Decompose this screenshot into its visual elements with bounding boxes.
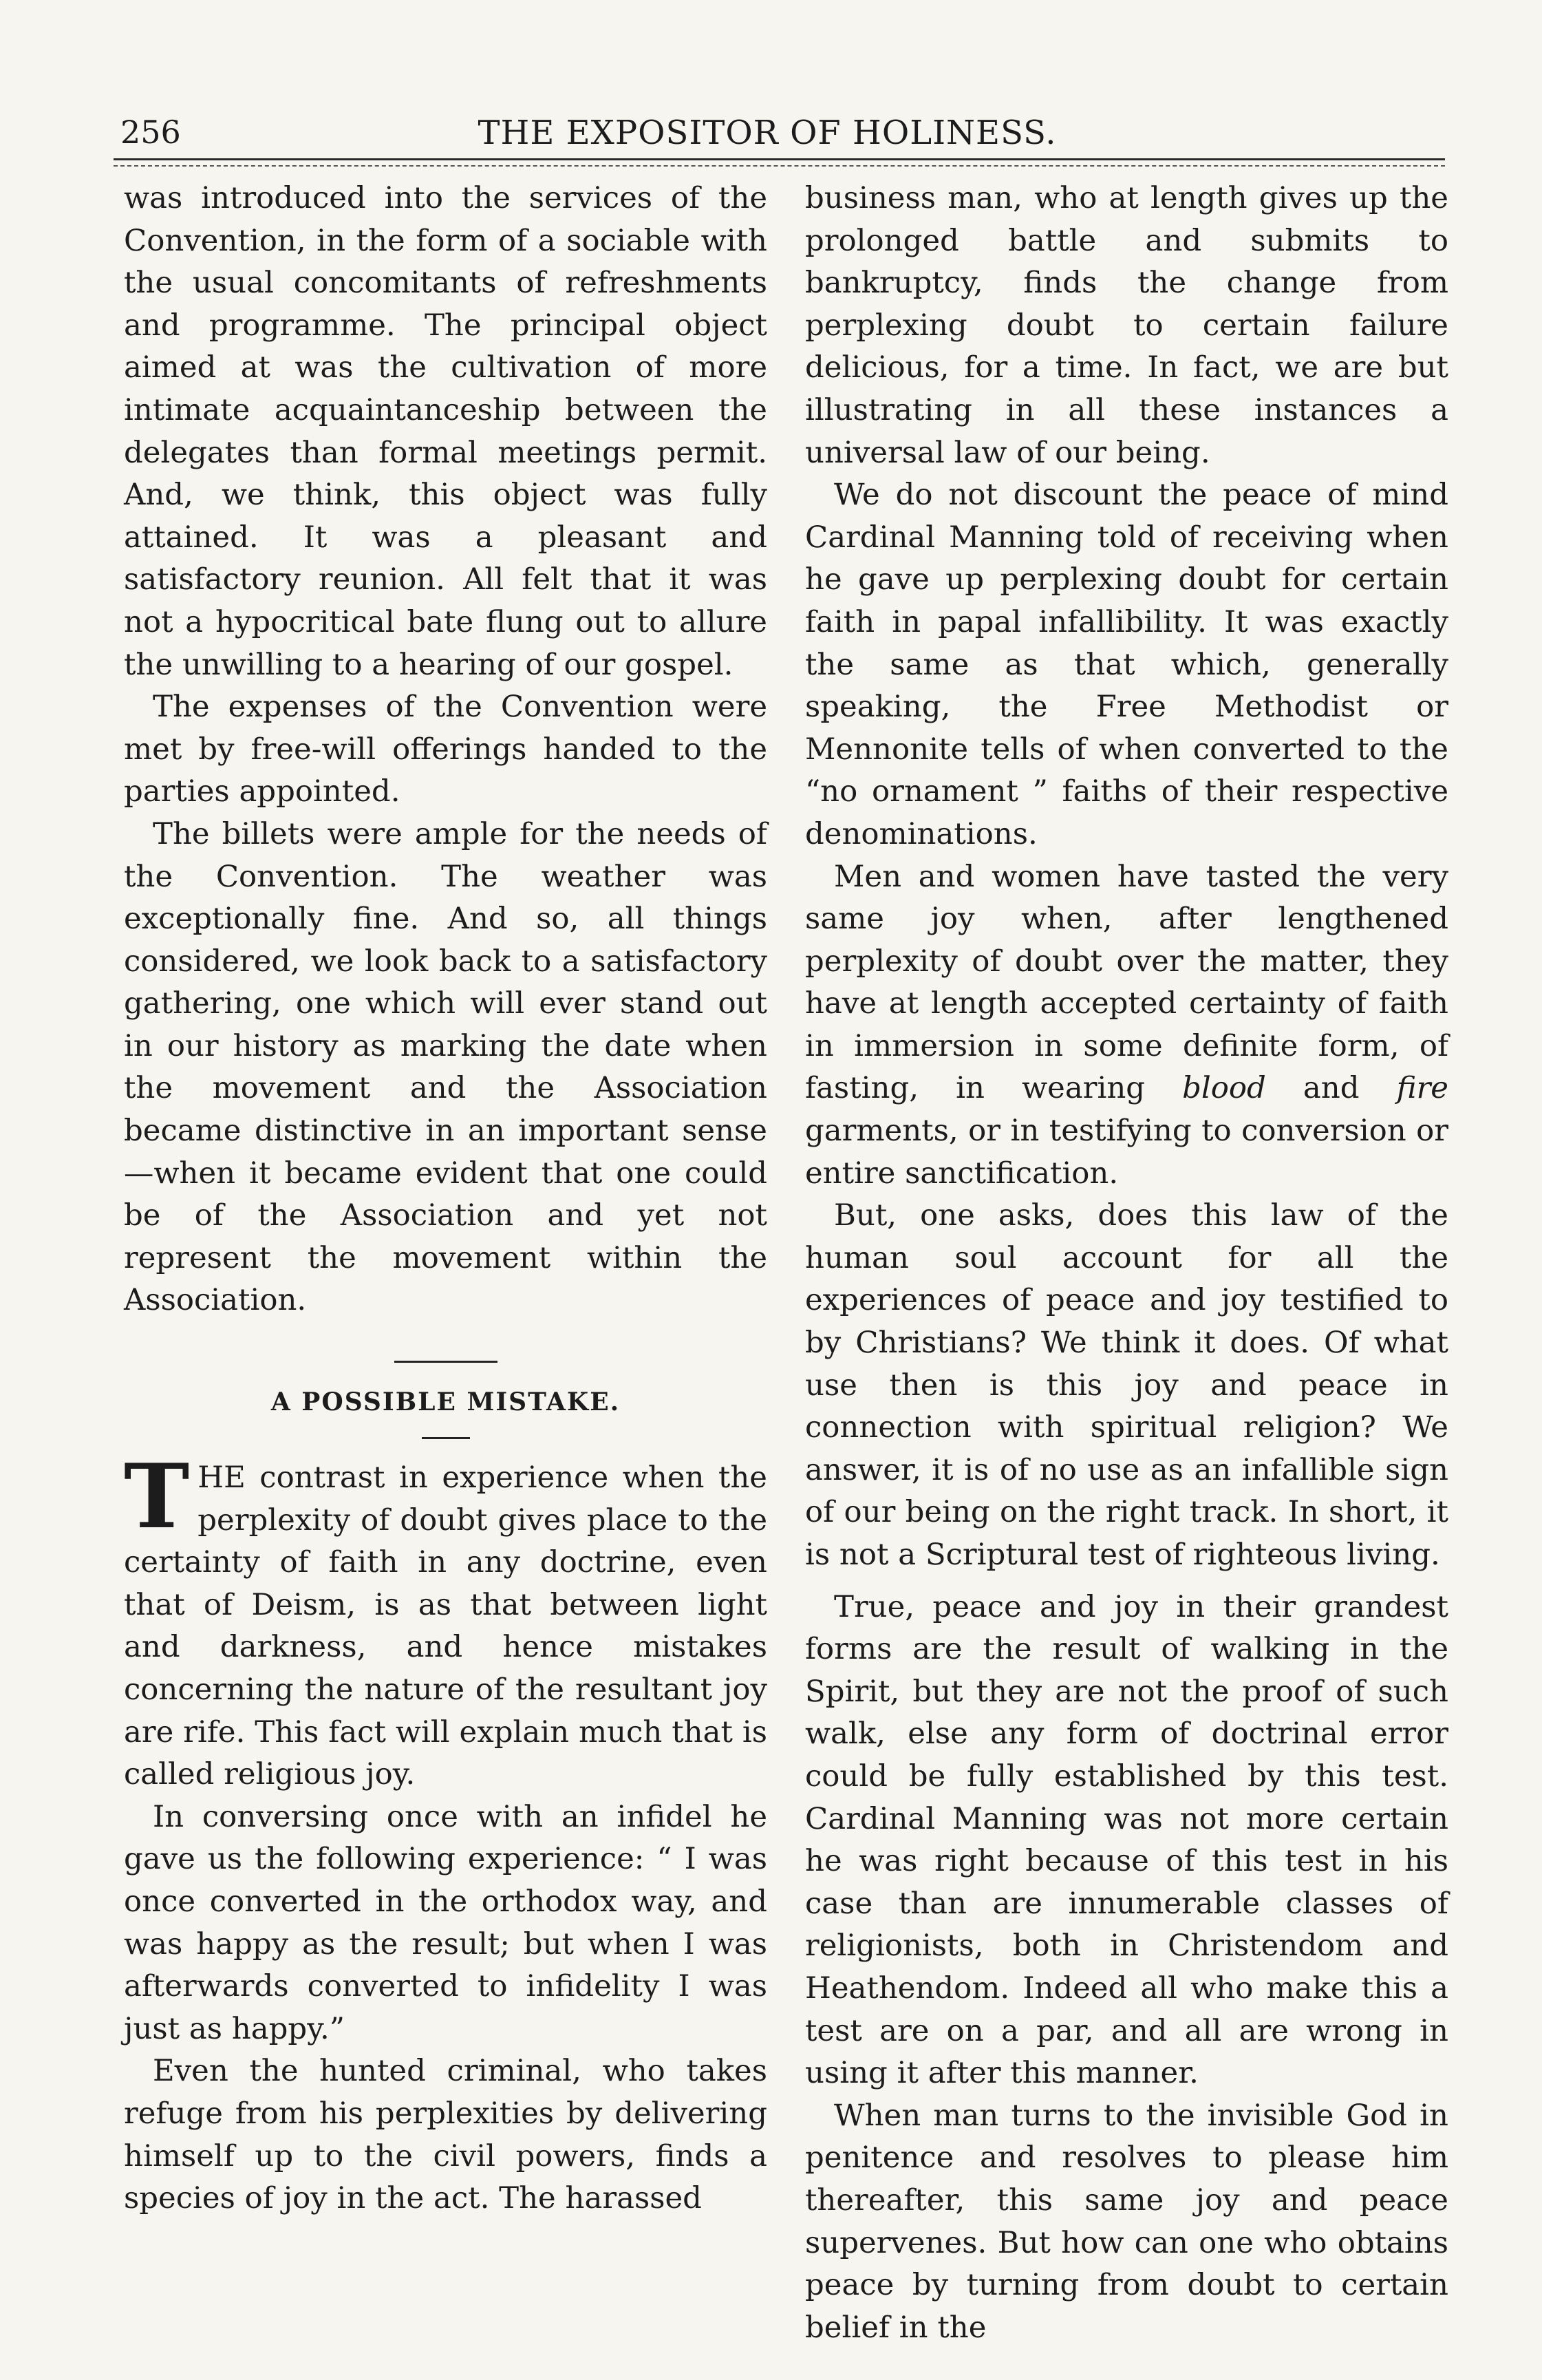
right-column: [805, 178, 1448, 2349]
paragraph: But, one asks, does this law of the human soul account for all the experiences of peace and joy testified to by Christians? We think it does. Of what use then is this joy and peace in connection with spiritual religion? We answer, it is of no use as an infallible sign of our being on the right track. In short, it is not a Scriptural test of righteous living.: [805, 1198, 1448, 1572]
header-rule-dashed: [114, 165, 1445, 167]
paragraph-text: HE contrast in experience when the perplexity of doubt gives place to the certainty of faith in any doctrine, even that of Deism, is as that between light and darkness, and hence mistakes concerning the nature of the resultant joy are rife. This fact will explain much that is called religious joy.: [124, 1460, 767, 1792]
drop-cap: T: [124, 1445, 190, 1549]
paragraph: We do not discount the peace of mind Cardinal Manning told of receiving when he gave up perplexing doubt for certain faith in papal infallibility. It was exactly the same as that which, generally speaking, the Free Methodist or Mennonite tells of when converted to the “no ornament ” faiths of their respective denominations.: [805, 478, 1448, 851]
page-number: 256: [120, 114, 181, 151]
paragraph: The expenses of the Convention were met by free-will offerings handed to the parties appointed.: [124, 690, 767, 809]
paragraph: The billets were ample for the needs of the Convention. The weather was exceptionally fine. And so, all things considered, we look back to a satisfactory gathering, one which will ever stand out in our history as marking the date when the movement and the Association became distinctive in an important sense—when it became evident that one could be of the Association and yet not represent the movement within the Association.: [124, 816, 767, 1318]
italic-word: blood: [1182, 1071, 1266, 1106]
paragraph-text: and: [1265, 1071, 1397, 1106]
paragraph-with-dropcap: [124, 1445, 767, 1796]
section-divider: [394, 1361, 497, 1363]
italic-word: fire: [1396, 1071, 1448, 1106]
paragraph-text: Men and women have tasted the very same joy when, after lengthened perplexity of doubt over the matter, they have at length accepted certainty of faith in immersion in some definite form, of fasting, in wearing: [805, 859, 1448, 1106]
page-header: [114, 114, 1421, 169]
paragraph: When man turns to the invisible God in penitence and resolves to please him thereafter, this same joy and peace supervenes. But how can one who obtains peace by turning from doubt to certain belief in the: [805, 2098, 1448, 2345]
paragraph: Even the hunted criminal, who takes refuge from his perplexities by delivering himself up to the civil powers, finds a species of joy in the act. The harassed: [124, 2054, 767, 2216]
paragraph: [805, 856, 1448, 1196]
paragraph-text: garments, or in testifying to conversion or entire sanctification.: [805, 1114, 1448, 1191]
paragraph: business man, who at length gives up the prolonged battle and submits to bankruptcy, finds the change from perplexing doubt to certain failure delicious, for a time. In fact, we are but illustrating in all these instances a universal law of our being.: [805, 181, 1448, 470]
left-column: [124, 178, 767, 2220]
running-title: THE EXPOSITOR OF HOLINESS.: [478, 114, 1057, 152]
section-divider-small: [422, 1437, 470, 1439]
paragraph: was introduced into the services of the Convention, in the form of a sociable with the usual concomitants of refreshments and programme. The principal object aimed at was the cultivation of more intimate acquaintanceship between the delegates than formal meetings permit. And, we think, this object was fully attained. It was a pleasant and satisfactory reunion. All felt that it was not a hypocritical bate flung out to allure the unwilling to a hearing of our gospel.: [124, 181, 767, 682]
paragraph: True, peace and joy in their grandest forms are the result of walking in the Spirit, but they are not the proof of such walk, else any form of doctrinal error could be fully established by this test. Cardinal Manning was not more certain he was right because of this test in his case than are innumerable classes of religionists, both in Christendom and Heathendom. Indeed all who make this a test are on a par, and all are wrong in using it after this manner.: [805, 1589, 1448, 2091]
header-rule: [114, 158, 1445, 160]
section-heading: A POSSIBLE MISTAKE.: [270, 1388, 621, 1417]
paragraph: In conversing once with an infidel he gave us the following experience: “ I was once converted in the orthodox way, and was happy as the result; but when I was afterwards converted to infidelity I was just as happy.”: [124, 1799, 767, 2046]
